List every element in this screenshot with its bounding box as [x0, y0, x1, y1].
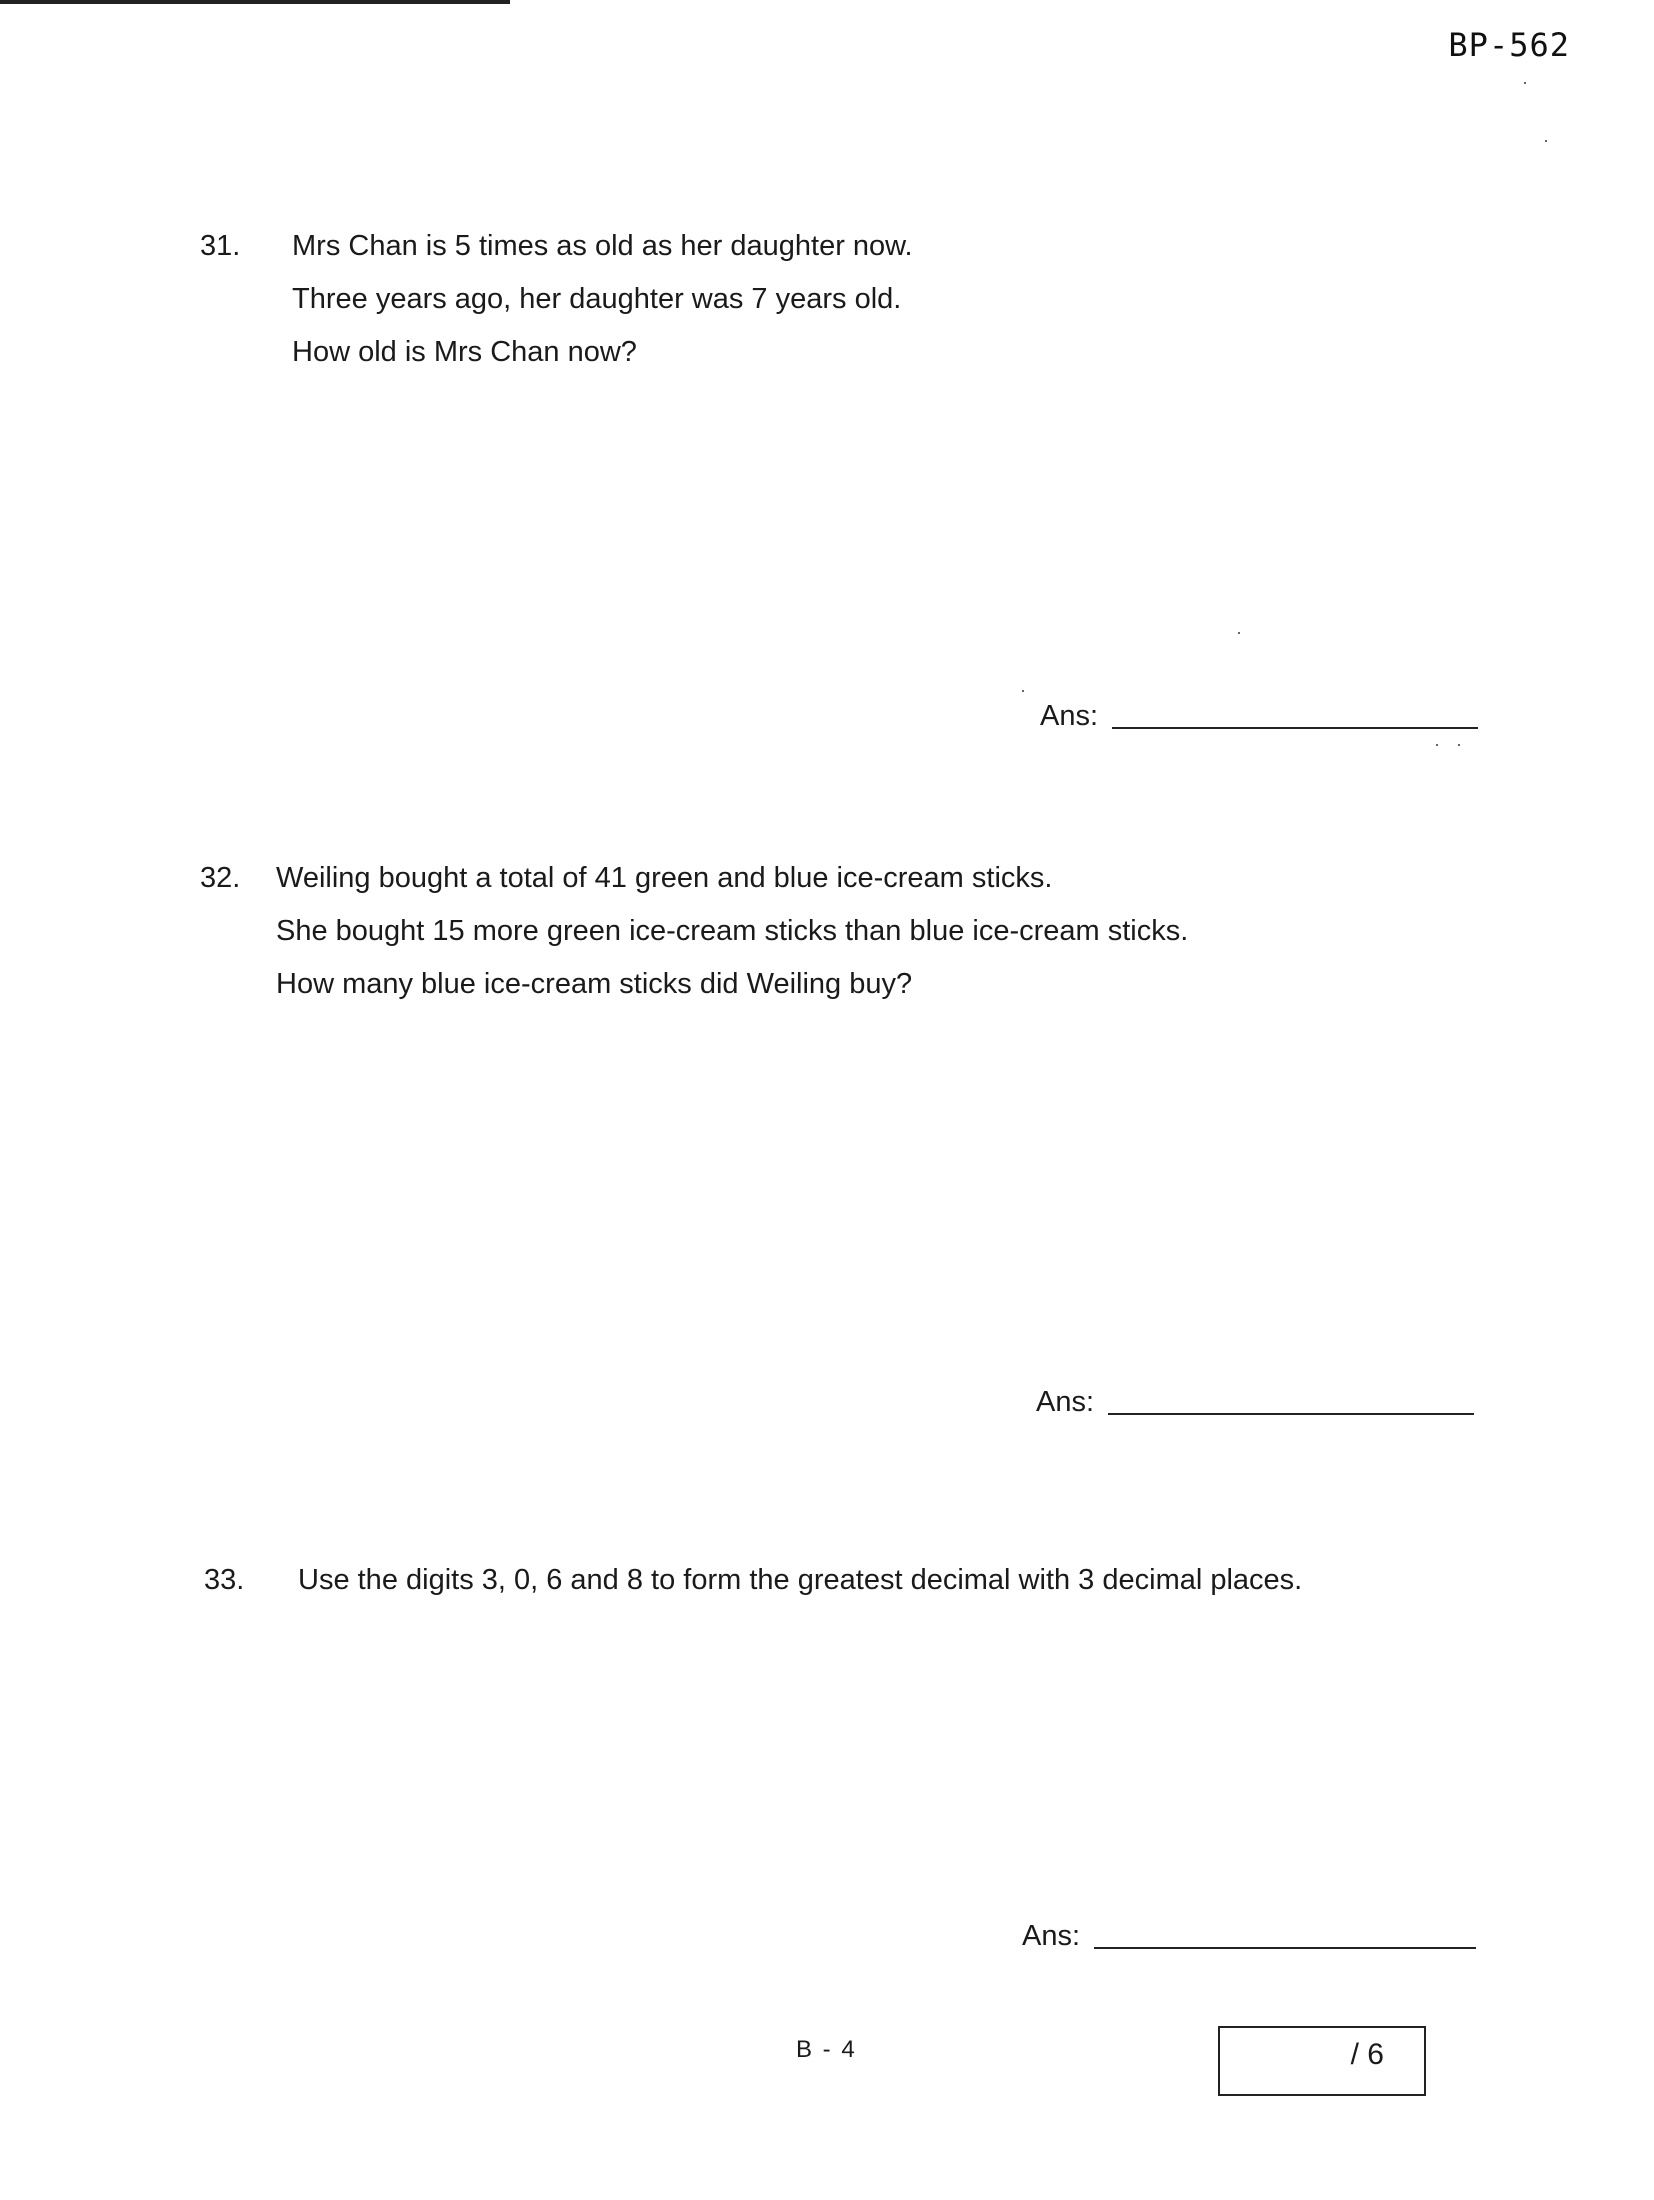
paper-code: BP-562 [1448, 26, 1570, 64]
question-line: How many blue ice-cream sticks did Weiling buy? [276, 968, 913, 1000]
question-text [298, 1554, 1302, 1607]
answer-label: Ans: [1022, 1920, 1081, 1952]
top-rule [0, 0, 510, 4]
question-line: How old is Mrs Chan now? [292, 336, 637, 368]
answer-label: Ans: [1040, 700, 1099, 732]
scan-speck [1545, 140, 1547, 142]
question-number: 33. [204, 1564, 245, 1596]
question-line: She bought 15 more green ice-cream sticks than blue ice-cream sticks. [276, 915, 1189, 947]
scan-speck [1458, 744, 1460, 746]
scan-speck [1436, 744, 1438, 746]
question-line: Mrs Chan is 5 times as old as her daughter now. [292, 230, 913, 262]
answer-31 [1040, 700, 1478, 733]
question-text [292, 220, 913, 379]
answer-label: Ans: [1036, 1386, 1095, 1418]
question-line: Use the digits 3, 0, 6 and 8 to form the greatest decimal with 3 decimal places. [298, 1564, 1303, 1596]
answer-32 [1036, 1386, 1474, 1419]
question-line: Weiling bought a total of 41 green and blue ice-cream sticks. [276, 862, 1053, 894]
question-number: 31. [200, 230, 241, 262]
question-number: 32. [200, 862, 241, 894]
answer-line[interactable] [1112, 727, 1478, 729]
page-number: B - 4 [796, 2036, 857, 2063]
answer-line[interactable] [1108, 1413, 1474, 1415]
score-box [1218, 2026, 1426, 2096]
question-text [276, 852, 1188, 1011]
scan-speck [1524, 82, 1526, 84]
scan-speck [1022, 690, 1024, 692]
question-line: Three years ago, her daughter was 7 years old. [292, 283, 902, 315]
answer-line[interactable] [1094, 1947, 1476, 1949]
score-text: / 6 [1350, 2038, 1384, 2071]
scan-speck [1238, 632, 1240, 634]
answer-33 [1022, 1920, 1476, 1953]
